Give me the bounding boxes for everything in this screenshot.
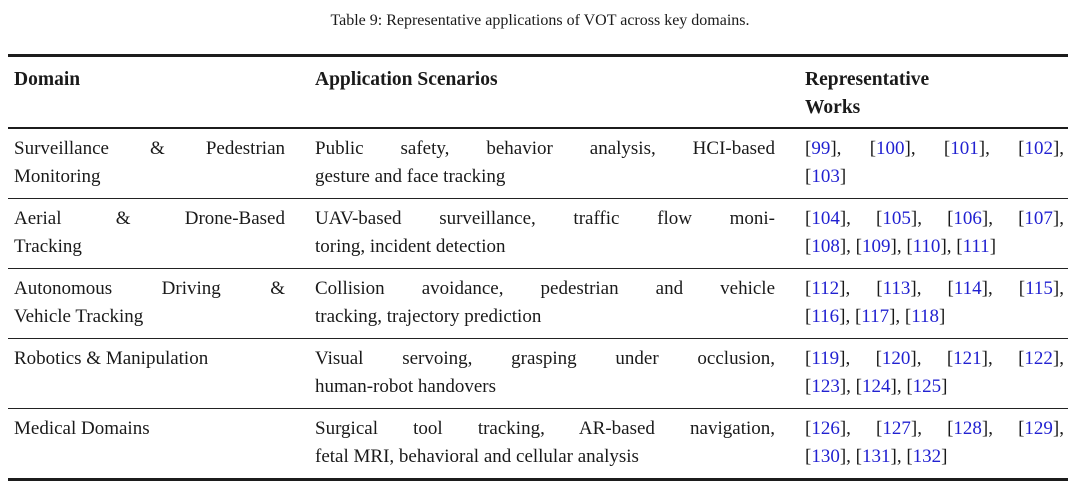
citation-bracket-close: ] [904, 138, 911, 159]
citation-bracket-open: [ [956, 236, 963, 257]
citation-bracket-close: ] [1052, 418, 1060, 439]
scenarios-cell [309, 199, 799, 269]
citation-ref-104[interactable] [805, 208, 846, 229]
citation-number: 125 [912, 376, 942, 397]
text-line: Aerial & Drone-Based [14, 208, 285, 229]
table-row [8, 339, 1068, 409]
citation-bracket-open: [ [947, 208, 954, 229]
citation-bracket-open: [ [805, 418, 812, 439]
text-line: toring, incident detection [315, 236, 506, 257]
citation-ref-131[interactable] [856, 446, 897, 467]
domain-cell [8, 199, 309, 269]
citation-bracket-close: ] [890, 236, 897, 257]
citation-bracket-open: [ [1018, 418, 1025, 439]
table-row [8, 269, 1068, 339]
citation-ref-132[interactable] [906, 446, 947, 467]
citation-number: 128 [953, 418, 982, 439]
citation-bracket-open: [ [1018, 348, 1025, 369]
citation-bracket-open: [ [805, 348, 812, 369]
header-works-line-1: Representative [805, 69, 930, 90]
scenarios-cell [309, 128, 799, 199]
citation-number: 105 [882, 208, 911, 229]
citation-bracket-close: ] [839, 166, 847, 187]
citation-ref-128[interactable] [947, 418, 988, 439]
citation-ref-126[interactable] [805, 418, 846, 439]
citation-ref-122[interactable] [1018, 348, 1059, 369]
text-line: human-robot handovers [315, 376, 496, 397]
citation-bracket-close: ] [839, 446, 847, 467]
citation-number: 129 [1024, 418, 1053, 439]
text-line: Public safety, behavior analysis, HCI-based [315, 138, 775, 159]
citation-bracket-close: ] [941, 376, 948, 397]
citation-bracket-close: ] [981, 418, 989, 439]
citation-ref-105[interactable] [876, 208, 917, 229]
citation-bracket-open: [ [805, 166, 812, 187]
refs-line [805, 163, 1064, 191]
citation-bracket-close: ] [989, 236, 997, 257]
scenarios-cell [309, 339, 799, 409]
citation-number: 117 [861, 306, 890, 327]
citation-number: 123 [811, 376, 840, 397]
citation-bracket-close: ] [830, 138, 837, 159]
refs-line: [130], [131], [132] [805, 446, 948, 467]
citation-number: 112 [811, 278, 840, 299]
citation-bracket-open: [ [1018, 278, 1026, 299]
citation-bracket-close: ] [910, 278, 917, 299]
citation-bracket-open: [ [805, 236, 812, 257]
citation-ref-129[interactable] [1018, 418, 1059, 439]
text-line: Medical Domains [14, 418, 150, 439]
text-line: Autonomous Driving & [14, 278, 285, 299]
text-line: gesture and face tracking [315, 166, 506, 187]
citation-bracket-close: ] [1052, 278, 1060, 299]
table-header [8, 56, 1068, 129]
citation-ref-99[interactable] [805, 138, 837, 159]
refs-line: [99], [100], [101], [102], [805, 138, 1065, 159]
citation-bracket-open: [ [904, 306, 912, 327]
citation-ref-117[interactable] [855, 306, 895, 327]
citation-ref-124[interactable] [856, 376, 897, 397]
citation-number: 132 [912, 446, 942, 467]
citation-bracket-open: [ [805, 446, 812, 467]
citation-bracket-close: ] [839, 208, 847, 229]
citation-bracket-open: [ [854, 306, 862, 327]
citation-ref-118[interactable] [905, 306, 945, 327]
citation-bracket-close: ] [839, 376, 847, 397]
citation-bracket-close: ] [839, 236, 847, 257]
citation-number: 111 [962, 236, 990, 257]
citation-bracket-open: [ [855, 376, 862, 397]
citation-bracket-close: ] [981, 208, 989, 229]
citation-bracket-open: [ [869, 138, 877, 159]
header-works-line-2: Works [805, 97, 861, 118]
citation-bracket-open: [ [875, 348, 882, 369]
citation-bracket-open: [ [876, 278, 883, 299]
citation-number: 106 [953, 208, 982, 229]
citation-bracket-close: ] [910, 208, 918, 229]
citation-number: 104 [811, 208, 840, 229]
citation-ref-113[interactable] [876, 278, 916, 299]
citation-bracket-open: [ [947, 278, 954, 299]
citation-ref-127[interactable] [876, 418, 917, 439]
refs-line: [123], [124], [125] [805, 376, 948, 397]
citation-ref-109[interactable] [856, 236, 897, 257]
citation-ref-107[interactable] [1018, 208, 1059, 229]
header-scenarios: Application Scenarios [309, 56, 799, 129]
table-body [8, 128, 1068, 480]
citation-number: 122 [1024, 348, 1053, 369]
citation-ref-101[interactable] [944, 138, 985, 159]
citation-bracket-close: ] [839, 418, 847, 439]
citation-bracket-close: ] [890, 446, 897, 467]
citation-number: 108 [811, 236, 840, 257]
text-line: Vehicle Tracking [14, 306, 144, 327]
citation-number: 101 [950, 138, 979, 159]
citation-number: 107 [1024, 208, 1053, 229]
applications-table [8, 54, 1068, 481]
domain-cell [8, 128, 309, 199]
citation-number: 103 [811, 166, 840, 187]
table-caption: Table 9: Representative applications of VOT across key domains. [330, 12, 750, 29]
citation-ref-100[interactable] [870, 138, 911, 159]
citation-bracket-open: [ [943, 138, 951, 159]
text-line: Monitoring [14, 166, 101, 187]
citation-bracket-open: [ [1018, 208, 1025, 229]
citation-ref-103[interactable] [805, 166, 846, 187]
header-works [799, 56, 1068, 129]
citation-ref-108[interactable] [805, 236, 846, 257]
citation-bracket-open: [ [805, 208, 812, 229]
citation-ref-119[interactable] [805, 348, 845, 369]
citation-bracket-open: [ [805, 138, 812, 159]
header-row [8, 56, 1068, 129]
citation-bracket-close: ] [910, 418, 918, 439]
scenarios-cell [309, 409, 799, 480]
citation-bracket-close: ] [910, 348, 917, 369]
domain-cell [8, 269, 309, 339]
text-line: Robotics & Manipulation [14, 348, 209, 369]
citation-ref-102[interactable] [1018, 138, 1059, 159]
citation-number: 130 [811, 446, 840, 467]
refs-cell [799, 199, 1068, 269]
table-row [8, 128, 1068, 199]
citation-bracket-close: ] [839, 278, 846, 299]
citation-number: 118 [911, 306, 940, 327]
citation-bracket-close: ] [981, 278, 988, 299]
refs-line: [119], [120], [121], [122], [805, 348, 1064, 369]
text-line: fetal MRI, behavioral and cellular analysis [315, 446, 639, 467]
table-row [8, 199, 1068, 269]
domain-cell [8, 409, 309, 480]
citation-bracket-close: ] [839, 348, 846, 369]
citation-number: 110 [912, 236, 941, 257]
citation-bracket-close: ] [941, 446, 948, 467]
citation-bracket-close: ] [890, 376, 897, 397]
citation-number: 114 [953, 278, 982, 299]
refs-line: [112], [113], [114], [115], [805, 278, 1064, 299]
refs-line: [104], [105], [106], [107], [805, 208, 1064, 229]
citation-bracket-open: [ [906, 376, 913, 397]
citation-bracket-open: [ [855, 236, 862, 257]
text-line: Surgical tool tracking, AR-based navigation, [315, 418, 775, 439]
citation-ref-115[interactable] [1019, 278, 1059, 299]
citation-ref-106[interactable] [947, 208, 988, 229]
citation-ref-121[interactable] [947, 348, 988, 369]
citation-bracket-close: ] [1052, 348, 1060, 369]
citation-ref-120[interactable] [876, 348, 917, 369]
citation-bracket-open: [ [855, 446, 862, 467]
citation-bracket-close: ] [981, 348, 988, 369]
citation-bracket-close: ] [940, 236, 947, 257]
refs-line: [108], [109], [110], [111] [805, 236, 997, 257]
text-line: Visual servoing, grasping under occlusion, [315, 348, 775, 369]
citation-ref-114[interactable] [948, 278, 988, 299]
refs-cell [799, 128, 1068, 199]
citation-ref-125[interactable] [906, 376, 947, 397]
citation-bracket-open: [ [946, 348, 954, 369]
text-line: Surveillance & Pedestrian [14, 138, 285, 159]
citation-bracket-open: [ [805, 376, 812, 397]
citation-number: 100 [876, 138, 905, 159]
refs-cell [799, 339, 1068, 409]
citation-number: 99 [811, 138, 831, 159]
refs-cell [799, 409, 1068, 480]
citation-bracket-open: [ [876, 208, 883, 229]
citation-bracket-close: ] [978, 138, 986, 159]
citation-bracket-close: ] [1052, 208, 1060, 229]
citation-bracket-open: [ [1018, 138, 1025, 159]
citation-number: 131 [861, 446, 891, 467]
text-line: Collision avoidance, pedestrian and vehicle [315, 278, 775, 299]
citation-ref-110[interactable] [906, 236, 946, 257]
citation-ref-123[interactable] [805, 376, 846, 397]
citation-ref-112[interactable] [805, 278, 845, 299]
text-line: UAV-based surveillance, traffic flow moni- [315, 208, 775, 229]
header-domain: Domain [8, 56, 309, 129]
citation-bracket-close: ] [939, 306, 946, 327]
text-line: Tracking [14, 236, 82, 257]
citation-number: 109 [861, 236, 891, 257]
citation-bracket-open: [ [805, 306, 812, 327]
citation-number: 102 [1024, 138, 1053, 159]
citation-bracket-close: ] [1052, 138, 1060, 159]
citation-number: 115 [1025, 278, 1053, 299]
citation-number: 124 [861, 376, 891, 397]
citation-ref-111[interactable] [956, 236, 996, 257]
citation-ref-130[interactable] [805, 446, 846, 467]
citation-number: 127 [882, 418, 911, 439]
refs-cell [799, 269, 1068, 339]
refs-line: [116], [117], [118] [805, 306, 946, 327]
table-row [8, 409, 1068, 480]
domain-cell [8, 339, 309, 409]
citation-bracket-open: [ [876, 418, 883, 439]
citation-number: 126 [811, 418, 840, 439]
citation-ref-116[interactable] [805, 306, 845, 327]
citation-bracket-close: ] [889, 306, 896, 327]
citation-number: 121 [953, 348, 982, 369]
scenarios-cell [309, 269, 799, 339]
citation-number: 113 [882, 278, 911, 299]
citation-bracket-open: [ [906, 446, 913, 467]
citation-bracket-open: [ [947, 418, 954, 439]
text-line: tracking, trajectory prediction [315, 306, 542, 327]
citation-number: 119 [811, 348, 840, 369]
refs-line: [126], [127], [128], [129], [805, 418, 1064, 439]
citation-number: 116 [811, 306, 840, 327]
citation-bracket-close: ] [839, 306, 846, 327]
citation-number: 120 [881, 348, 911, 369]
citation-bracket-open: [ [805, 278, 812, 299]
citation-bracket-open: [ [906, 236, 913, 257]
